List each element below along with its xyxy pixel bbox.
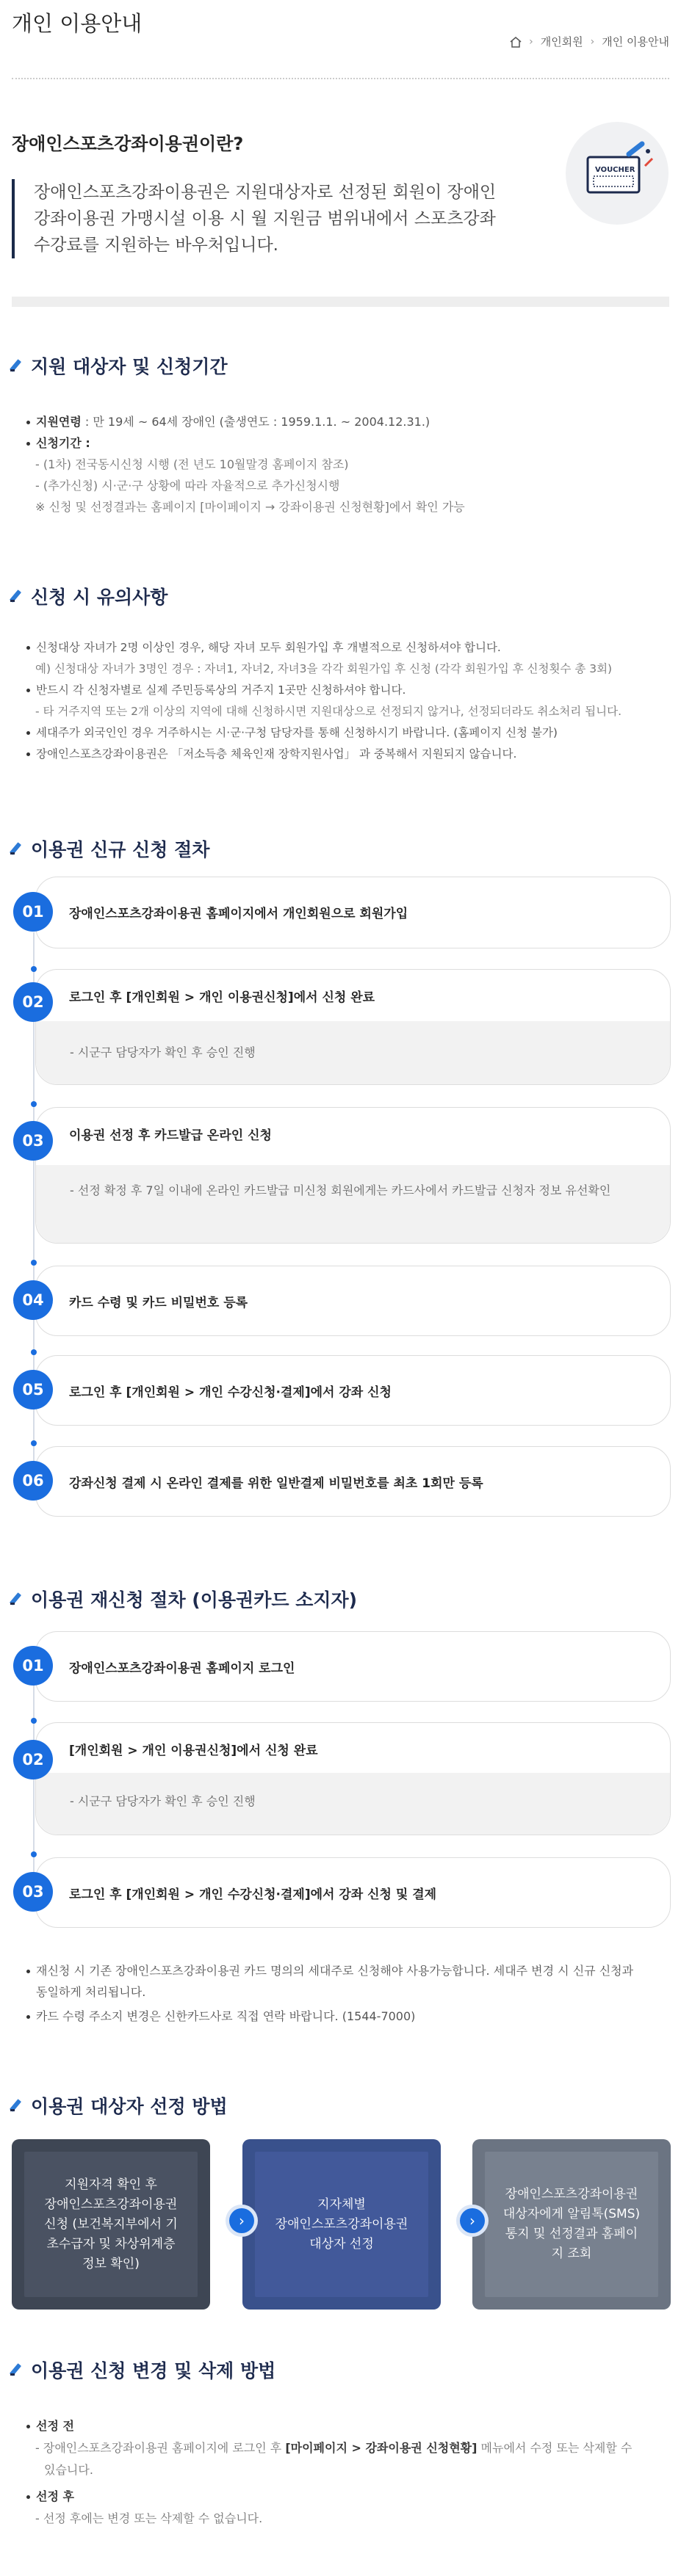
bullet	[26, 2015, 30, 2019]
note-text: 카드 수령 주소지 변경은 신한카드사로 직접 연락 바랍니다. (1544-7000)	[36, 2009, 416, 2023]
bullet	[26, 752, 30, 756]
step-label: [개인회원 > 개인 이용권신청]에서 신청 완료	[69, 1744, 318, 1758]
section-title-reapplication	[12, 1586, 357, 1612]
bullet	[26, 689, 30, 692]
step-sub-text: - 시군구 담당자가 확인 후 승인 진행	[36, 1021, 670, 1084]
bullet	[26, 1970, 30, 1973]
breadcrumb	[510, 34, 669, 49]
pencil-icon	[12, 1594, 22, 1604]
section-title-text: 신청 시 유의사항	[31, 587, 168, 608]
bullet	[26, 2425, 30, 2428]
section-title-eligibility	[12, 352, 228, 379]
label: 선정 전	[36, 2419, 74, 2433]
note-text: 장애인스포츠강좌이용권은 「저소득층 체육인재 장학지원사업」 과 중복해서 지원되지 않습니다.	[36, 747, 517, 761]
timeline-dot	[31, 1260, 37, 1266]
section-title-change-delete	[12, 2357, 275, 2383]
before-text-cont: 있습니다.	[44, 2463, 93, 2477]
step-label: 카드 수령 및 카드 비밀번호 등록	[69, 1296, 248, 1310]
label: 신청기간	[36, 436, 82, 450]
selection-step-text: 지원자격 확인 후 장애인스포츠강좌이용권 신청 (보건복지부에서 기 초수급자 및 차상위계층 정보 확인)	[24, 2152, 198, 2297]
step-number: 01	[13, 892, 53, 932]
step-number: 04	[13, 1280, 53, 1320]
home-icon[interactable]	[510, 37, 522, 47]
section-title-text: 이용권 신규 신청 절차	[31, 839, 210, 860]
after-text: - 선정 후에는 변경 또는 삭제할 수 없습니다.	[35, 2511, 263, 2525]
step-sub-text: - 시군구 담당자가 확인 후 승인 진행	[36, 1773, 670, 1835]
reapply-notes	[26, 1960, 673, 2027]
note-text: 반드시 각 신청자별로 실제 주민등록상의 거주지 1곳만 신청하셔야 합니다.	[36, 683, 406, 697]
intro-heading: 장애인스포츠강좌이용권이란?	[12, 134, 244, 154]
sub-text: - (추가신청) 시·군·구 상황에 따라 자율적으로 추가신청시행	[35, 479, 340, 493]
timeline-dot	[31, 1349, 37, 1355]
age-row	[26, 411, 658, 432]
before-text	[26, 2437, 673, 2459]
note-text: 신청대상 자녀가 2명 이상인 경우, 해당 자녀 모두 회원가입 후 개별적으로 신청하셔야 합니다.	[36, 641, 501, 654]
arrow-right-icon: ›	[229, 2208, 254, 2233]
section-title-text: 이용권 재신청 절차 (이용권카드 소지자)	[31, 1589, 358, 1611]
intro-line: 장애인스포츠강좌이용권은 지원대상자로 선정된 회원이 장애인	[34, 183, 497, 202]
step-label: 로그인 후 [개인회원 > 개인 이용권신청]에서 신청 완료	[69, 990, 375, 1005]
breadcrumb-item-current[interactable]: 개인 이용안내	[602, 35, 669, 48]
page-title: 개인 이용안내	[12, 11, 143, 36]
selection-step-text: 장애인스포츠강좌이용권 대상자에게 알림톡(SMS) 통지 및 선정결과 홈페이 지 조회	[485, 2152, 658, 2297]
step-label: 장애인스포츠강좌이용권 홈페이지에서 개인회원으로 회원가입	[69, 907, 408, 921]
label: 지원연령	[36, 415, 82, 429]
note-item	[26, 722, 673, 744]
step-number: 03	[13, 1121, 53, 1161]
note-item	[26, 1960, 673, 1981]
before-row	[26, 2415, 673, 2437]
pencil-icon	[12, 360, 22, 371]
eligibility-content	[26, 411, 658, 518]
note-item	[26, 744, 673, 765]
selection-step-box	[12, 2139, 210, 2310]
step-label: 로그인 후 [개인회원 > 개인 수강신청·결제]에서 강좌 신청 및 결제	[69, 1887, 437, 1902]
step-number: 02	[13, 1740, 53, 1779]
intro-description	[12, 179, 519, 258]
text: 메뉴에서 수정 또는 삭제할 수	[477, 2441, 633, 2455]
step-number: 02	[13, 982, 53, 1022]
intro-line: 강좌이용권 가맹시설 이용 시 월 지원금 범위내에서 스포츠강좌	[34, 209, 496, 228]
note-item	[26, 680, 673, 701]
step-number: 05	[13, 1370, 53, 1409]
period-row	[26, 432, 658, 454]
menu-path: [마이페이지 > 강좌이용권 신청현황]	[285, 2441, 478, 2455]
breadcrumb-item[interactable]: 개인회원	[540, 35, 583, 48]
note-item	[26, 637, 673, 658]
intro-line: 수강료를 지원하는 바우처입니다.	[34, 236, 278, 255]
timeline-dot	[31, 1718, 37, 1724]
timeline-dot	[31, 966, 37, 972]
note-text-cont: 동일하게 처리됩니다.	[36, 1985, 146, 1999]
section-title-notes	[12, 583, 167, 609]
notes-content	[26, 637, 673, 765]
step-number: 01	[13, 1646, 53, 1686]
bullet	[26, 2495, 30, 2499]
step-sub-text: - 선정 확정 후 7일 이내에 온라인 카드발급 미신청 회원에게는 카드사에서 카드발급 신청자 정보 유선확인	[36, 1165, 670, 1243]
bullet	[26, 421, 30, 424]
chevron-right-icon: ›	[529, 35, 533, 48]
section-title-text: 이용권 대상자 선정 방법	[31, 2096, 228, 2117]
change-delete-content	[26, 2415, 673, 2530]
sub-text: - (1차) 전국동시신청 시행 (전 년도 10월말경 홈페이지 참조)	[35, 457, 349, 471]
timeline-dot	[31, 1440, 37, 1446]
svg-text:VOUCHER: VOUCHER	[595, 166, 635, 174]
voucher-icon	[566, 122, 669, 225]
timeline-line	[33, 1681, 35, 1901]
timeline-dot	[31, 1101, 37, 1107]
pencil-icon	[12, 843, 22, 854]
note-example: 예) 신청대상 자녀가 3명인 경우 : 자녀1, 자녀2, 자녀3을 각각 회원가입 후 신청 (각각 회원가입 후 신청횟수 총 3회)	[35, 662, 613, 675]
timeline-dot	[31, 1851, 37, 1857]
bullet	[26, 646, 30, 650]
selection-step-box	[472, 2139, 671, 2310]
label: 선정 후	[36, 2489, 74, 2503]
section-separator	[12, 297, 669, 307]
selection-step-text: 지자체별 장애인스포츠강좌이용권 대상자 선정	[255, 2152, 428, 2297]
step-number: 03	[13, 1872, 53, 1912]
step-label: 강좌신청 결제 시 온라인 결제를 위한 일반결제 비밀번호를 최초 1회만 등록	[69, 1476, 483, 1491]
step-label: 로그인 후 [개인회원 > 개인 수강신청·결제]에서 강좌 신청	[69, 1385, 392, 1400]
bullet	[26, 731, 30, 735]
note-item	[26, 2006, 673, 2027]
selection-step-box	[242, 2139, 441, 2310]
pencil-icon	[12, 591, 22, 601]
section-title-new-application	[12, 835, 209, 862]
note-text: 세대주가 외국인인 경우 거주하시는 시·군·구청 담당자를 통해 신청하시기 바랍니다. (홈페이지 신청 불가)	[36, 726, 558, 739]
step-label: 이용권 선정 후 카드발급 온라인 신청	[69, 1128, 272, 1143]
step-label: 장애인스포츠강좌이용권 홈페이지 로그인	[69, 1661, 295, 1676]
section-title-text: 지원 대상자 및 신청기간	[31, 356, 228, 377]
divider	[12, 78, 669, 79]
chevron-right-icon: ›	[590, 35, 595, 48]
pencil-icon	[12, 2100, 22, 2111]
arrow-right-icon: ›	[460, 2208, 485, 2233]
section-title-text: 이용권 신청 변경 및 삭제 방법	[31, 2360, 276, 2381]
step-number: 06	[13, 1461, 53, 1501]
label-colon: :	[81, 436, 90, 450]
note-sub: - 타 거주지역 또는 2개 이상의 지역에 대해 신청하시면 지원대상으로 선정되지 않거나, 선정되더라도 취소처리 됩니다.	[35, 705, 622, 718]
note-text: 재신청 시 기존 장애인스포츠강좌이용권 카드 명의의 세대주로 신청해야 사용가능합니다. 세대주 변경 시 신규 신청과	[36, 1964, 634, 1978]
pencil-icon	[12, 2365, 22, 2375]
after-row	[26, 2486, 673, 2508]
text: - 장애인스포츠강좌이용권 홈페이지에 로그인 후	[35, 2441, 286, 2455]
section-title-selection	[12, 2092, 228, 2119]
value: : 만 19세 ~ 64세 장애인 (출생연도 : 1959.1.1. ~ 2004.12.31.)	[81, 415, 430, 429]
voucher-illustration	[566, 122, 669, 225]
note-text: ※ 신청 및 선정결과는 홈페이지 [마이페이지 → 강좌이용권 신청현황]에서 확인 가능	[35, 500, 465, 514]
bullet	[26, 442, 30, 446]
